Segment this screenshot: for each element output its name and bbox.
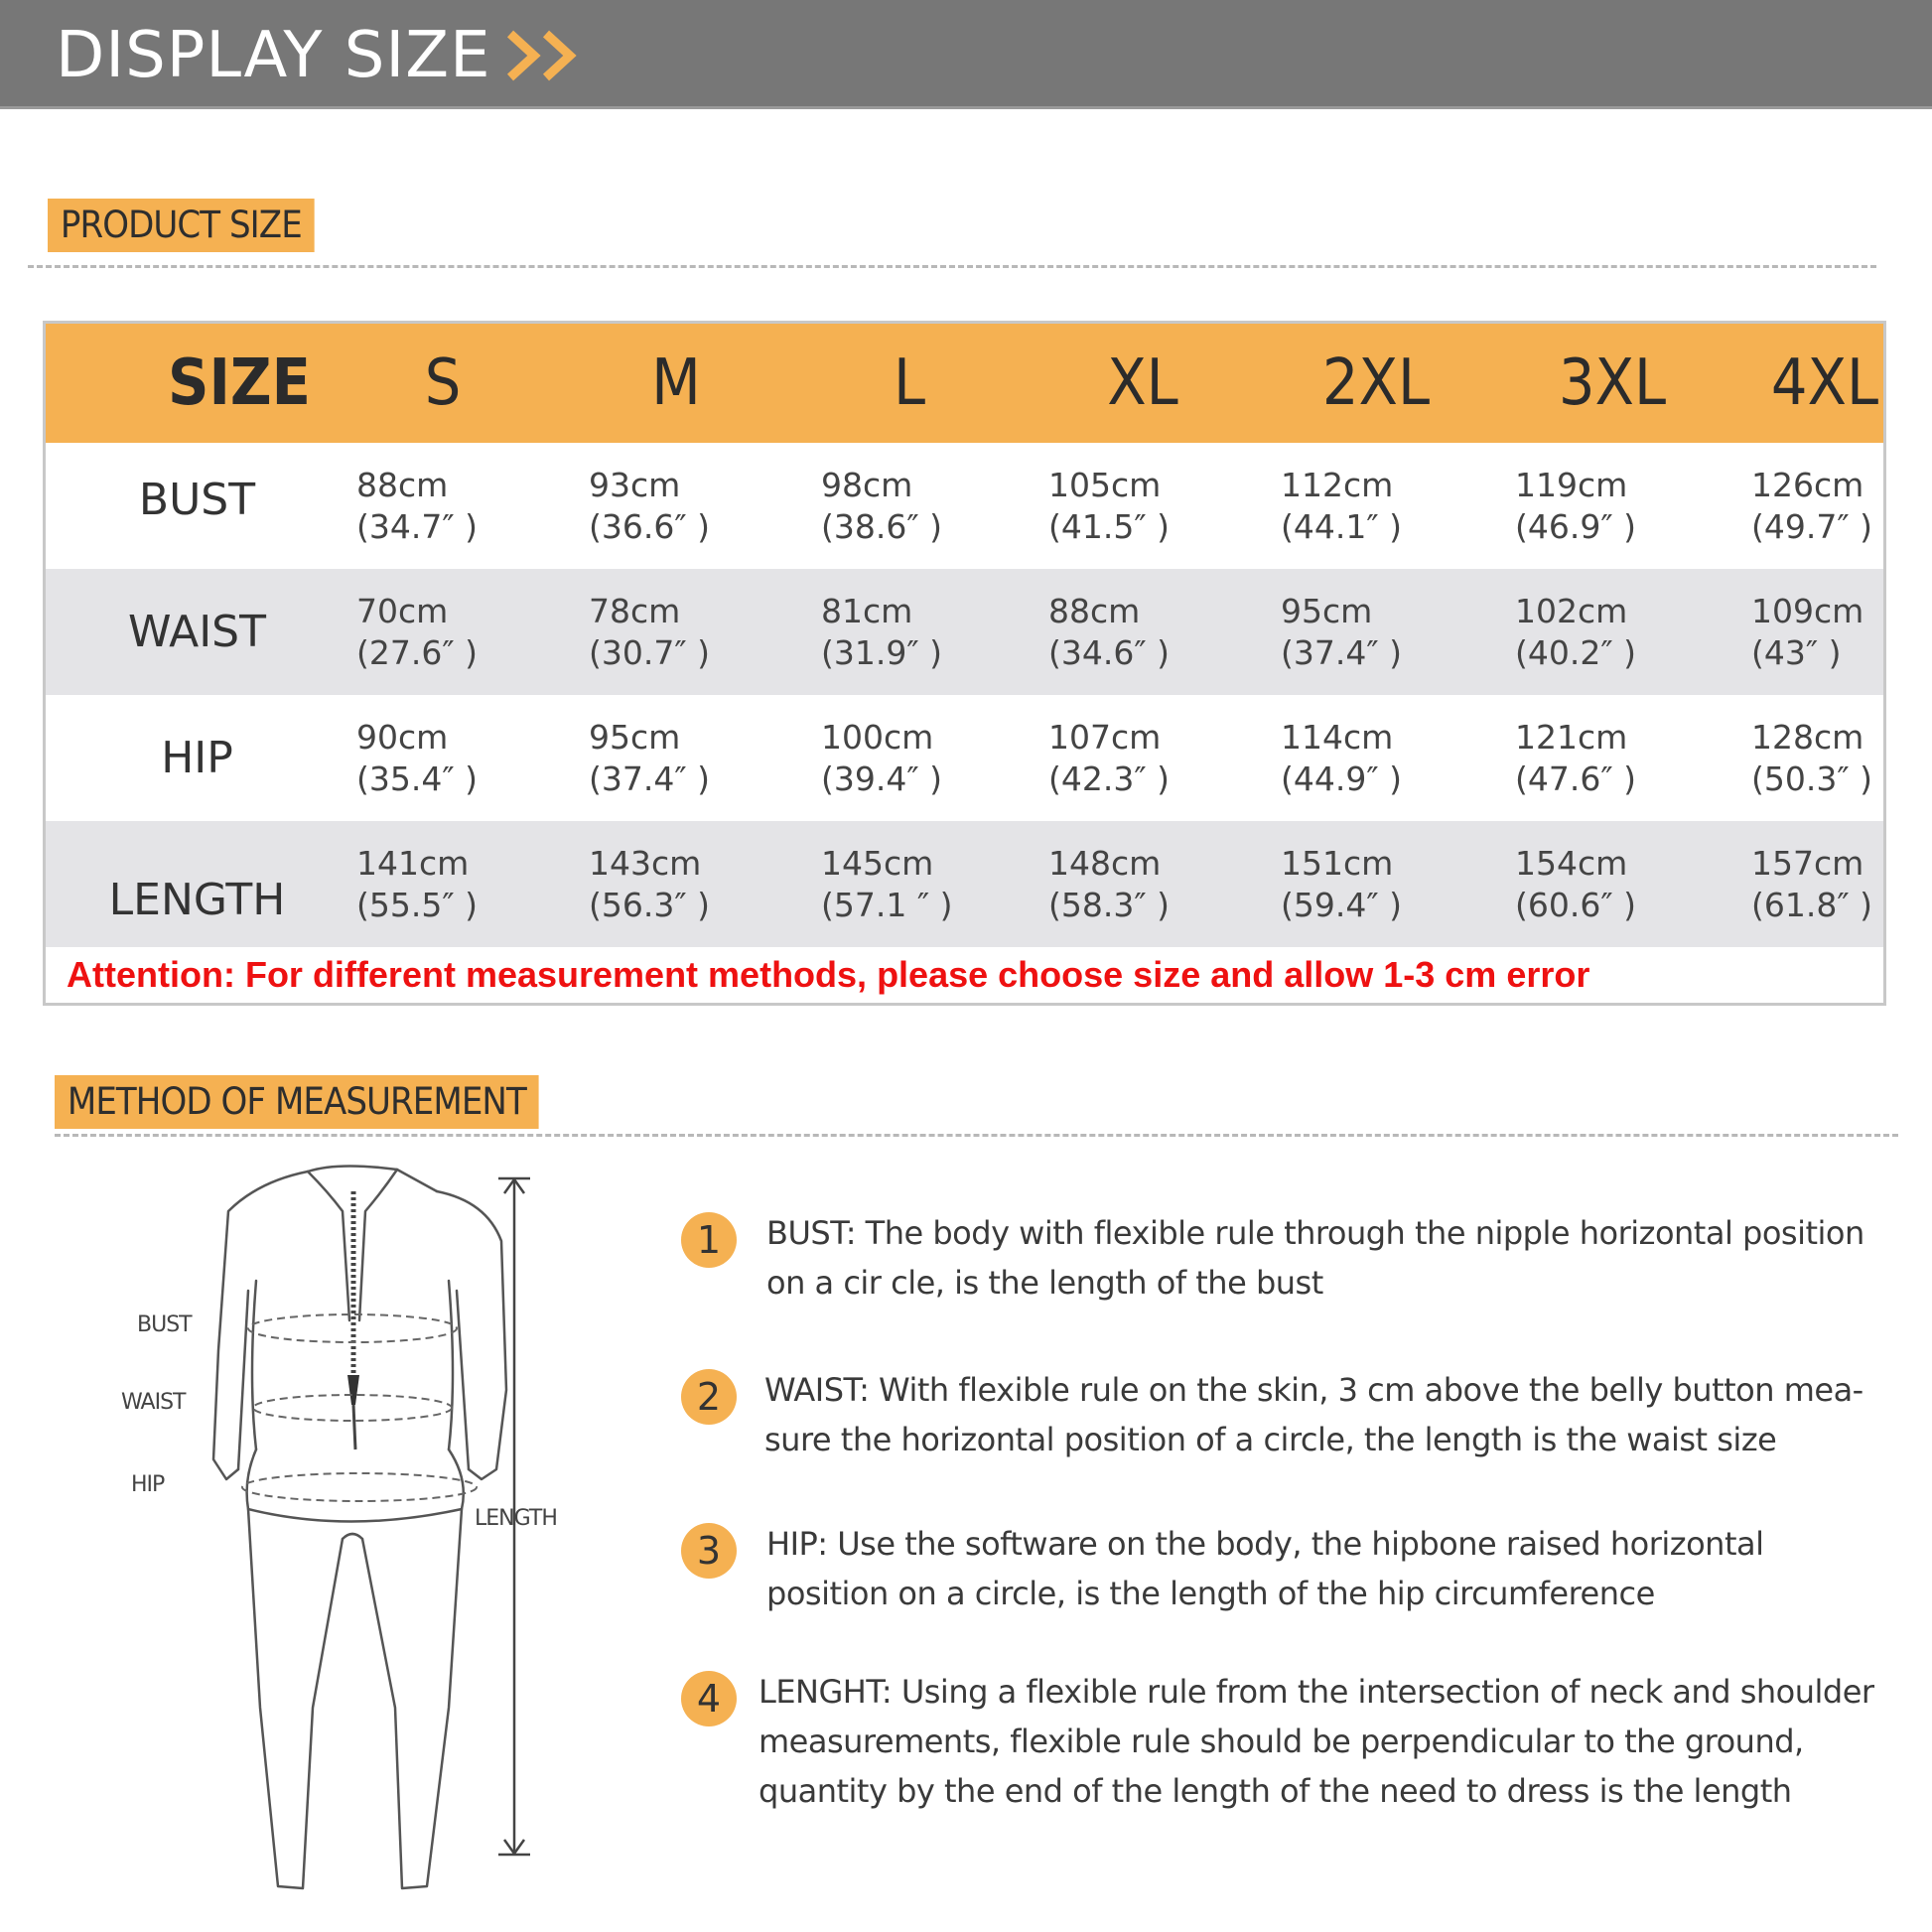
column-header: SIZE [167, 346, 312, 420]
measurement-figure [99, 1152, 596, 1906]
column-header: 4XL [1770, 346, 1879, 420]
row-label: LENGTH [108, 875, 286, 925]
table-cell: 98cm (38.6″ ) [821, 466, 943, 546]
attention-note: Attention: For different measurement methods, please choose size and allow 1-3 cm error [67, 954, 1590, 995]
table-cell: 95cm (37.4″ ) [589, 718, 711, 798]
table-cell: 90cm (35.4″ ) [356, 718, 479, 798]
double-chevron-right-icon [506, 30, 596, 81]
figure-label-hip: HIP [131, 1472, 165, 1497]
step-text: WAIST: With flexible rule on the skin, 3 cm above the belly button mea- sure the horizontal position of a circle, the length is the waist size [764, 1371, 1863, 1458]
column-header: 3XL [1558, 346, 1667, 420]
table-cell: 107cm (42.3″ ) [1048, 718, 1171, 798]
table-cell: 154cm (60.6″ ) [1515, 844, 1637, 924]
figure-label-length: LENGTH [475, 1506, 557, 1531]
table-cell: 157cm (61.8″ ) [1751, 844, 1873, 924]
method-tag: METHOD OF MEASUREMENT [55, 1075, 539, 1129]
table-cell: 88cm (34.7″ ) [356, 466, 479, 546]
row-label: BUST [138, 475, 256, 525]
table-header-row [46, 324, 1883, 443]
table-cell: 102cm (40.2″ ) [1515, 592, 1637, 672]
table-row [46, 695, 1883, 821]
step-number-badge: 2 [681, 1369, 737, 1425]
table-cell: 151cm (59.4″ ) [1281, 844, 1403, 924]
column-header: 2XL [1321, 346, 1431, 420]
table-cell: 70cm (27.6″ ) [356, 592, 479, 672]
table-cell: 143cm (56.3″ ) [589, 844, 711, 924]
column-header: L [893, 346, 926, 420]
header-banner [0, 0, 1932, 109]
step-number-badge: 1 [681, 1212, 737, 1268]
size-table [43, 321, 1886, 1006]
step-text: HIP: Use the software on the body, the hipbone raised horizontal position on a circle, is the length of the hip circumference [766, 1525, 1764, 1612]
table-cell: 109cm (43″ ) [1751, 592, 1864, 672]
table-cell: 119cm (46.9″ ) [1515, 466, 1637, 546]
column-header: M [651, 346, 701, 420]
table-cell: 141cm (55.5″ ) [356, 844, 479, 924]
table-cell: 93cm (36.6″ ) [589, 466, 711, 546]
table-cell: 128cm (50.3″ ) [1751, 718, 1873, 798]
table-row [46, 443, 1883, 569]
table-cell: 148cm (58.3″ ) [1048, 844, 1171, 924]
table-cell: 105cm (41.5″ ) [1048, 466, 1171, 546]
table-cell: 145cm (57.1 ″ ) [821, 844, 953, 924]
table-row [46, 821, 1883, 947]
section-divider [28, 265, 1876, 268]
step-number-badge: 4 [681, 1671, 737, 1726]
row-label: WAIST [128, 607, 266, 657]
figure-label-bust: BUST [137, 1312, 192, 1337]
table-cell: 112cm (44.1″ ) [1281, 466, 1403, 546]
step-text: BUST: The body with flexible rule through the nipple horizontal position on a cir cle, is the length of the bust [766, 1214, 1864, 1302]
table-cell: 121cm (47.6″ ) [1515, 718, 1637, 798]
row-label: HIP [161, 733, 233, 783]
table-cell: 100cm (39.4″ ) [821, 718, 943, 798]
step-text: LENGHT: Using a flexible rule from the intersection of neck and shoulder measurements, flexible rule should be perpendicular to the ground, quantity by the end of the length of the need to dress is the length [759, 1673, 1874, 1810]
product-size-tag: PRODUCT SIZE [48, 199, 315, 252]
table-cell: 95cm (37.4″ ) [1281, 592, 1403, 672]
table-cell: 126cm (49.7″ ) [1751, 466, 1873, 546]
step-number-badge: 3 [681, 1523, 737, 1579]
table-cell: 88cm (34.6″ ) [1048, 592, 1171, 672]
table-cell: 114cm (44.9″ ) [1281, 718, 1403, 798]
column-header: S [424, 346, 462, 420]
table-row [46, 569, 1883, 695]
figure-label-waist: WAIST [121, 1390, 186, 1415]
page-title: DISPLAY SIZE [56, 19, 491, 92]
column-header: XL [1107, 346, 1178, 420]
table-cell: 81cm (31.9″ ) [821, 592, 943, 672]
table-cell: 78cm (30.7″ ) [589, 592, 711, 672]
section-divider [55, 1134, 1898, 1137]
